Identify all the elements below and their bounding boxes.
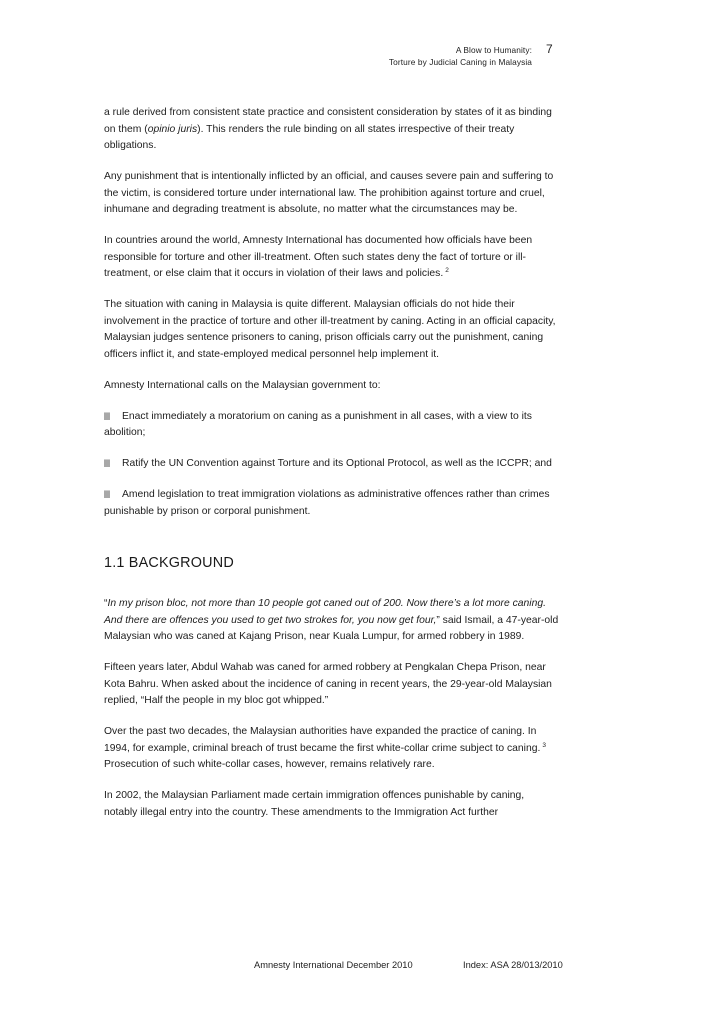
bullet-icon: [104, 459, 110, 467]
bullet-item: [104, 409, 559, 442]
paragraph-text: ” said Ismail, a 47-year-old Malaysian who was caned at Kajang Prison, near Kuala Lumpur, for armed robbery in 1989.: [104, 614, 559, 642]
section-heading: 1.1 BACKGROUND: [104, 555, 234, 571]
bullet-text: Enact immediately a moratorium on caning as a punishment in all cases, with a view to its abolition;: [104, 410, 532, 438]
header-title-line2: Torture by Judicial Caning in Malaysia: [388, 57, 532, 67]
paragraph: [104, 105, 559, 155]
footnote-ref[interactable]: 3: [542, 741, 546, 749]
paragraph-text: Prosecution of such white-collar cases, however, remains relatively rare.: [104, 759, 435, 770]
paragraph: Any punishment that is intentionally inflicted by an official, and causes severe pain and suffering to the victim, is considered torture under international law. The prohibition against torture and cruel, inhumane and degrading treatment is absolute, no matter what the circumstances may be.: [104, 171, 554, 215]
quote-mark: “: [104, 598, 108, 609]
bullet-item: [104, 456, 559, 473]
paragraph: Amnesty International calls on the Malaysian government to:: [104, 379, 381, 391]
paragraph: [104, 724, 559, 774]
paragraph-text: Over the past two decades, the Malaysian authorities have expanded the practice of caning. In 1994, for example, criminal breach of trust became the first white-collar crime subject to caning.: [104, 726, 541, 754]
paragraph-text: ). This renders the rule binding on all states irrespective of their treaty obligations.: [104, 123, 515, 151]
footer-organization: Amnesty International December 2010: [254, 960, 413, 970]
header-title-line1: A Blow to Humanity:: [455, 45, 532, 55]
bullet-text: Amend legislation to treat immigration violations as administrative offences rather than crimes punishable by prison or corporal punishment.: [104, 489, 550, 517]
bullet-item: [104, 487, 559, 520]
paragraph-text: a rule derived from consistent state practice and consistent consideration by states of it as binding on them (: [104, 107, 552, 135]
paragraph: Fifteen years later, Abdul Wahab was caned for armed robbery at Pengkalan Chepa Prison, near Kota Bahru. When asked about the incidence of caning in recent years, the 29-year-old Malaysian replied, “Half the people in my bloc got whipped.”: [104, 662, 552, 706]
running-header: [380, 44, 532, 68]
paragraph: In 2002, the Malaysian Parliament made certain immigration offences punishable by caning, notably illegal entry into the country. These amendments to the Immigration Act further: [104, 790, 525, 818]
bullet-text: Ratify the UN Convention against Torture and its Optional Protocol, as well as the ICCPR; and: [122, 458, 552, 469]
page-number: 7: [546, 42, 553, 56]
footnote-ref[interactable]: 2: [445, 267, 449, 274]
paragraph: The situation with caning in Malaysia is quite different. Malaysian officials do not hide their involvement in the practice of torture and other ill-treatment by caning. Acting in an official capacity, Malaysian judges sentence prisoners to caning, prison officials carry out the punishment, caning officers inflict it, and state-employed medical personnel help implement it.: [104, 299, 556, 360]
quote-text: In my prison bloc, not more than 10 people got caned out of 200. Now there’s a lot more caning. And there are offences you used to get two strokes for, you now get four,: [104, 598, 546, 626]
bullet-icon: [104, 412, 110, 420]
paragraph: [104, 233, 559, 283]
latin-term: opinio juris: [147, 123, 198, 135]
body-text: [104, 105, 559, 836]
bullet-icon: [104, 490, 110, 498]
footer-index: Index: ASA 28/013/2010: [463, 960, 563, 970]
quote-paragraph: [104, 596, 559, 646]
paragraph-text: In countries around the world, Amnesty International has documented how officials have been responsible for torture and other ill-treatment. Often such states deny the fact of torture or ill-treatment, or else claim that it occurs in violation of their laws and policies.: [104, 235, 533, 279]
